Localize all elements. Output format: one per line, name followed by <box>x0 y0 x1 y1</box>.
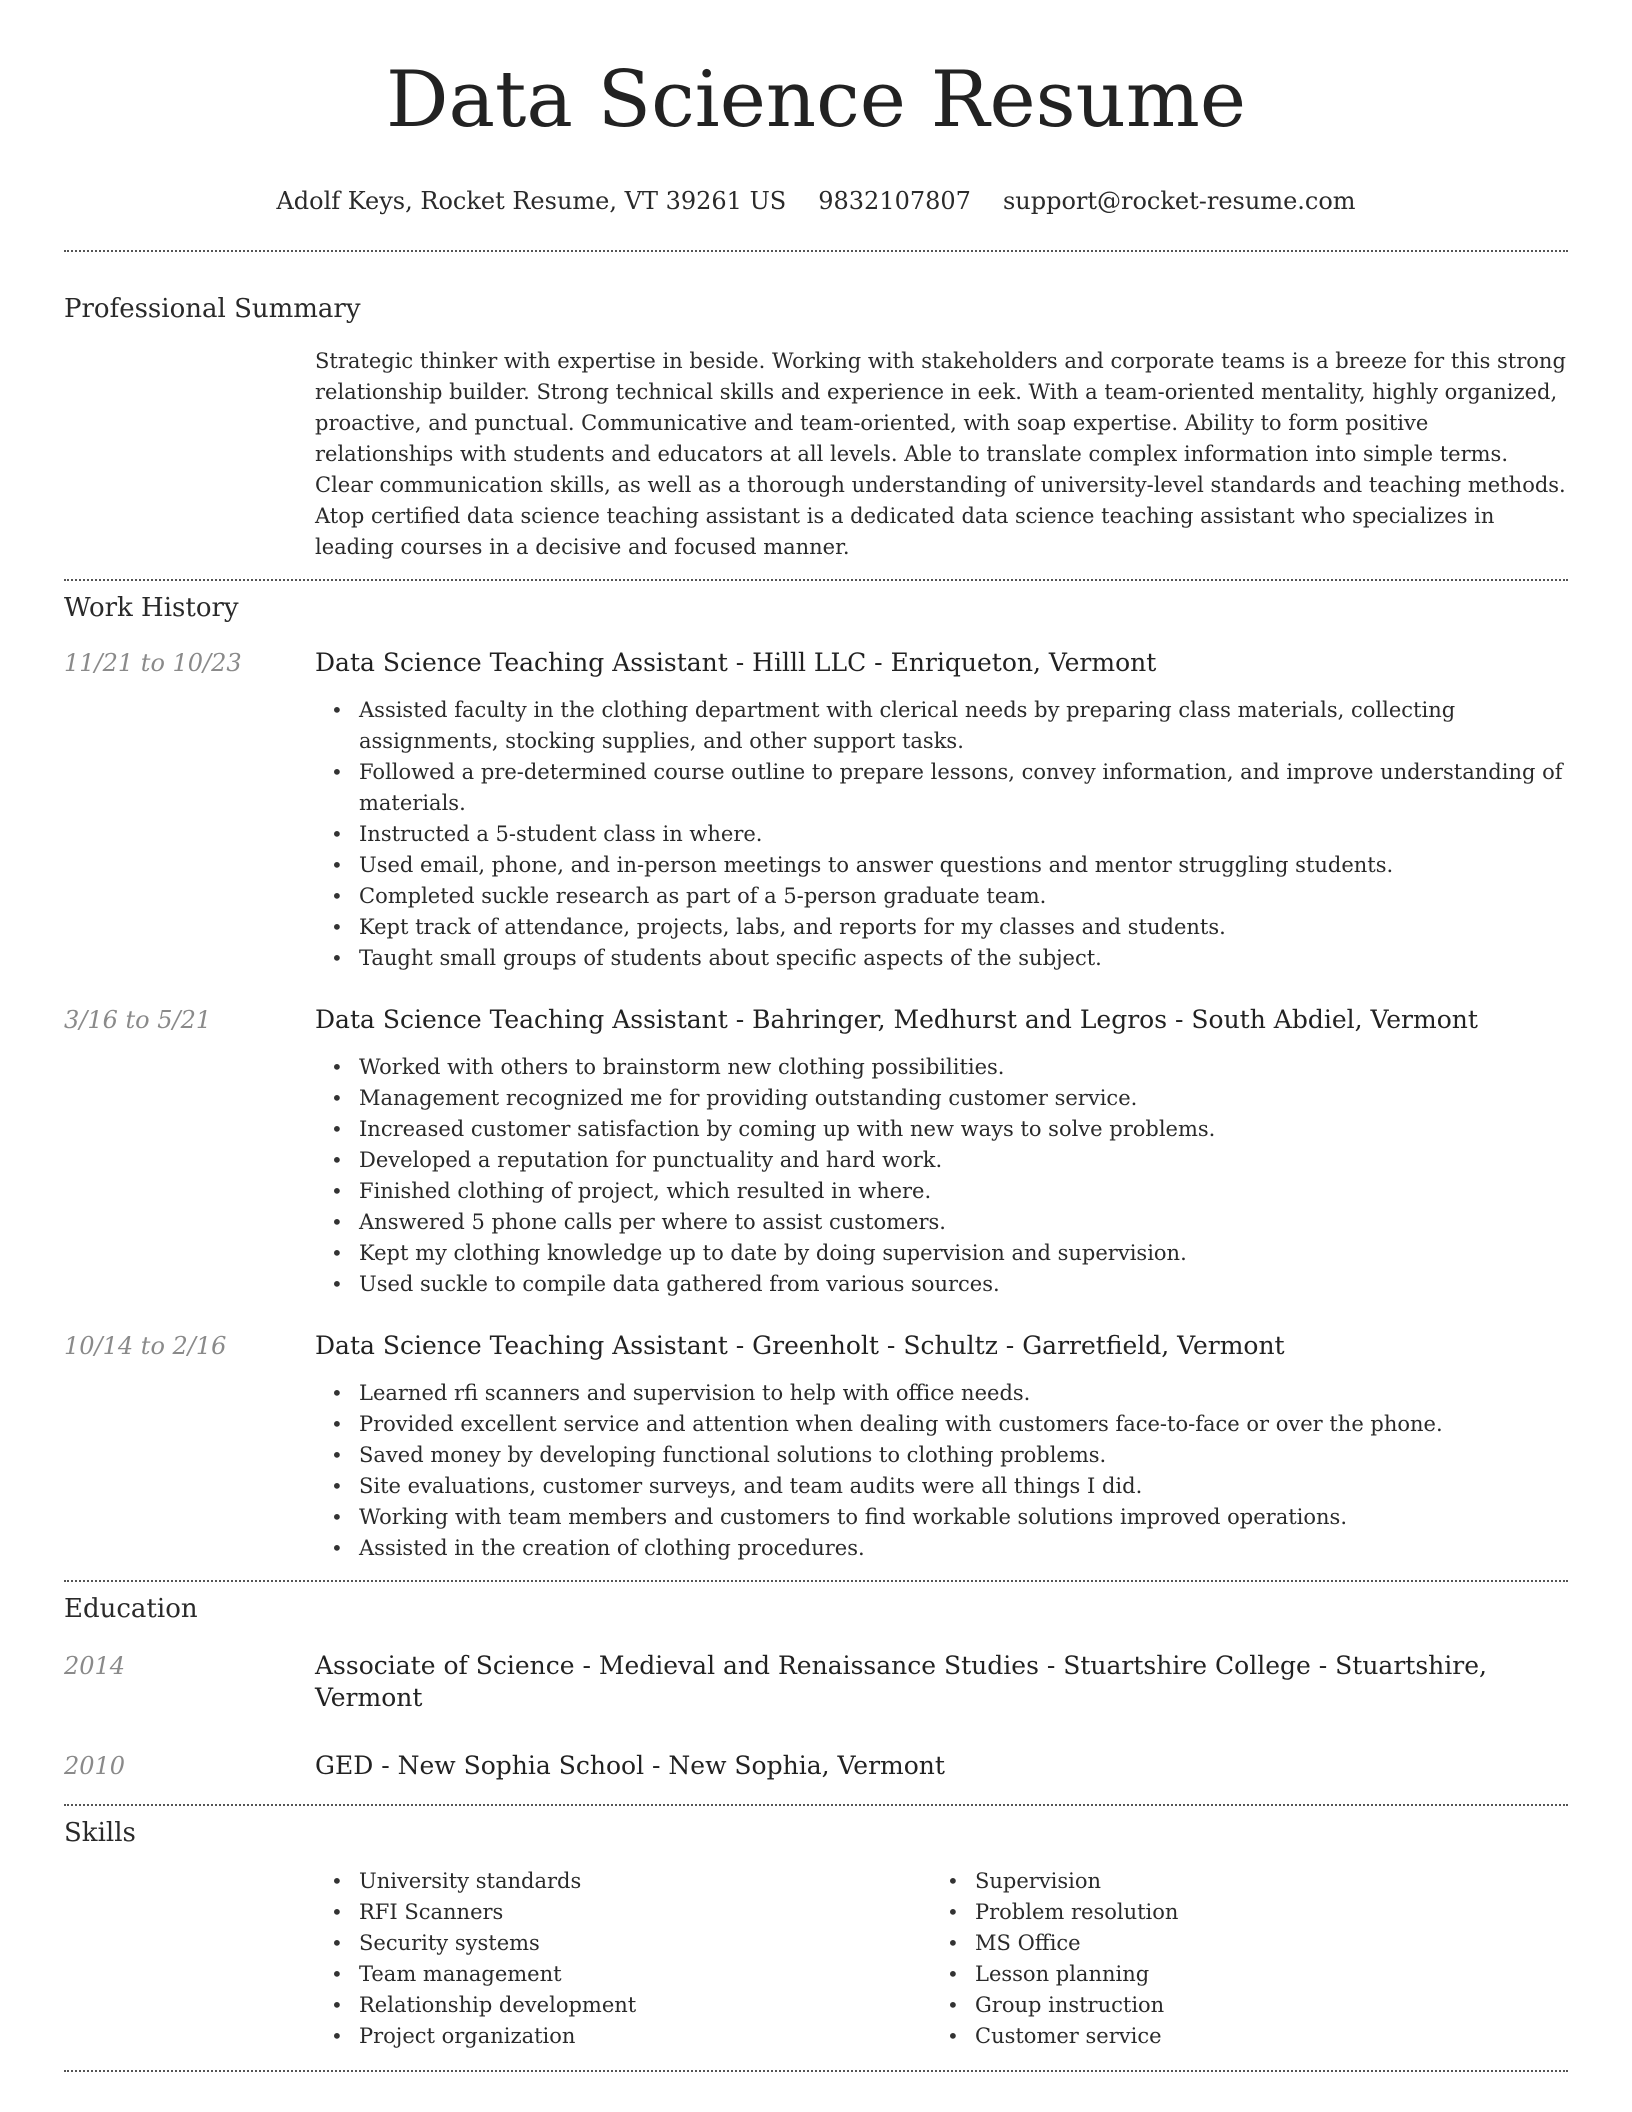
list-item: • Assisted faculty in the clothing department with clerical needs by preparing class materials, collecting assignments, stocking supplies, and other support tasks. <box>315 695 1568 757</box>
education-entry <box>64 1650 1568 1714</box>
list-item: • Lesson planning <box>931 1959 1547 1990</box>
list-item: • Saved money by developing functional solutions to clothing problems. <box>315 1440 1568 1471</box>
list-item: • Security systems <box>315 1928 931 1959</box>
job-dates: 11/21 to 10/23 <box>64 649 242 677</box>
list-item: • Site evaluations, customer surveys, and team audits were all things I did. <box>315 1471 1568 1502</box>
job-title: Data Science Teaching Assistant - Bahringer, Medhurst and Legros - South Abdiel, Vermont <box>315 1005 1478 1034</box>
list-item: • Increased customer satisfaction by coming up with new ways to solve problems. <box>315 1114 1568 1145</box>
education-text: GED - New Sophia School - New Sophia, Vermont <box>315 1751 945 1780</box>
list-item: • Instructed a 5-student class in where. <box>315 819 1568 850</box>
list-item: • Supervision <box>931 1866 1547 1897</box>
list-item: • Provided excellent service and attention when dealing with customers face-to-face or over the phone. <box>315 1409 1568 1440</box>
contact-email: support@rocket-resume.com <box>1002 187 1356 215</box>
job-title: Data Science Teaching Assistant - Greenholt - Schultz - Garretfield, Vermont <box>315 1331 1285 1360</box>
section-title-skills: Skills <box>64 1818 136 1848</box>
list-item: • Team management <box>315 1959 931 1990</box>
list-item: • Customer service <box>931 2021 1547 2052</box>
education-text: Associate of Science - Medieval and Renaissance Studies - Stuartshire College - Stuartshire, Vermont <box>315 1651 1487 1712</box>
education-year: 2014 <box>64 1652 126 1680</box>
job-title: Data Science Teaching Assistant - Hilll LLC - Enriqueton, Vermont <box>315 648 1157 677</box>
list-item: • Learned rfi scanners and supervision to help with office needs. <box>315 1378 1568 1409</box>
section-title-education: Education <box>64 1594 198 1624</box>
education-entry <box>64 1750 1568 1782</box>
list-item: • Kept track of attendance, projects, labs, and reports for my classes and students. <box>315 912 1568 943</box>
section-title-summary: Professional Summary <box>64 294 361 324</box>
education-year: 2010 <box>64 1752 126 1780</box>
work-history-section <box>64 581 1568 1564</box>
list-item: • Used email, phone, and in-person meetings to answer questions and mentor struggling students. <box>315 850 1568 881</box>
list-item: • Group instruction <box>931 1990 1547 2021</box>
list-item: • Assisted in the creation of clothing procedures. <box>315 1533 1568 1564</box>
list-item: • Working with team members and customers to find workable solutions improved operations. <box>315 1502 1568 1533</box>
contact-phone: 9832107807 <box>818 187 971 215</box>
list-item: • Used suckle to compile data gathered from various sources. <box>315 1269 1568 1300</box>
list-item: • Problem resolution <box>931 1897 1547 1928</box>
summary-section <box>64 252 1568 563</box>
list-item: • Management recognized me for providing outstanding customer service. <box>315 1083 1568 1114</box>
skills-section <box>64 1806 1568 2052</box>
job-entry <box>64 1004 1568 1300</box>
job-entry <box>64 1330 1568 1564</box>
list-item: • MS Office <box>931 1928 1547 1959</box>
job-bullets <box>315 1378 1568 1564</box>
job-bullets <box>315 1052 1568 1300</box>
list-item: • Kept my clothing knowledge up to date by doing supervision and supervision. <box>315 1238 1568 1269</box>
contact-address: Adolf Keys, Rocket Resume, VT 39261 US <box>276 187 787 215</box>
contact-info <box>64 186 1568 216</box>
job-dates: 3/16 to 5/21 <box>64 1006 212 1034</box>
section-title-work-history: Work History <box>64 593 239 623</box>
list-item: • Finished clothing of project, which resulted in where. <box>315 1176 1568 1207</box>
list-item: • Completed suckle research as part of a 5-person graduate team. <box>315 881 1568 912</box>
summary-text: Strategic thinker with expertise in beside. Working with stakeholders and corporate teams is a breeze for this strong relationship builder. Strong technical skills and experience in eek. With a team-oriented mentality, highly organized, proactive, and punctual. Communicative and team-oriented, with soap expertise. Ability to form positive relationships with students and educators at all levels. Able to translate complex information into simple terms. Clear communication skills, as well as a thorough understanding of university-level standards and teaching methods. Atop certified data science teaching assistant is a dedicated data science teaching assistant who specializes in leading courses in a decisive and focused manner. <box>315 349 1566 559</box>
list-item: • Answered 5 phone calls per where to assist customers. <box>315 1207 1568 1238</box>
job-bullets <box>315 695 1568 974</box>
list-item: • Relationship development <box>315 1990 931 2021</box>
list-item: • RFI Scanners <box>315 1897 931 1928</box>
education-section <box>64 1582 1568 1782</box>
job-dates: 10/14 to 2/16 <box>64 1332 227 1360</box>
resume-title: Data Science Resume <box>385 55 1247 145</box>
list-item: • Taught small groups of students about specific aspects of the subject. <box>315 943 1568 974</box>
skills-list-right <box>931 1866 1547 2052</box>
divider <box>64 2070 1568 2072</box>
list-item: • University standards <box>315 1866 931 1897</box>
skills-list-left <box>315 1866 931 2052</box>
list-item: • Developed a reputation for punctuality and hard work. <box>315 1145 1568 1176</box>
list-item: • Worked with others to brainstorm new clothing possibilities. <box>315 1052 1568 1083</box>
list-item: • Followed a pre-determined course outline to prepare lessons, convey information, and improve understanding of materials. <box>315 757 1568 819</box>
list-item: • Project organization <box>315 2021 931 2052</box>
job-entry <box>64 647 1568 974</box>
